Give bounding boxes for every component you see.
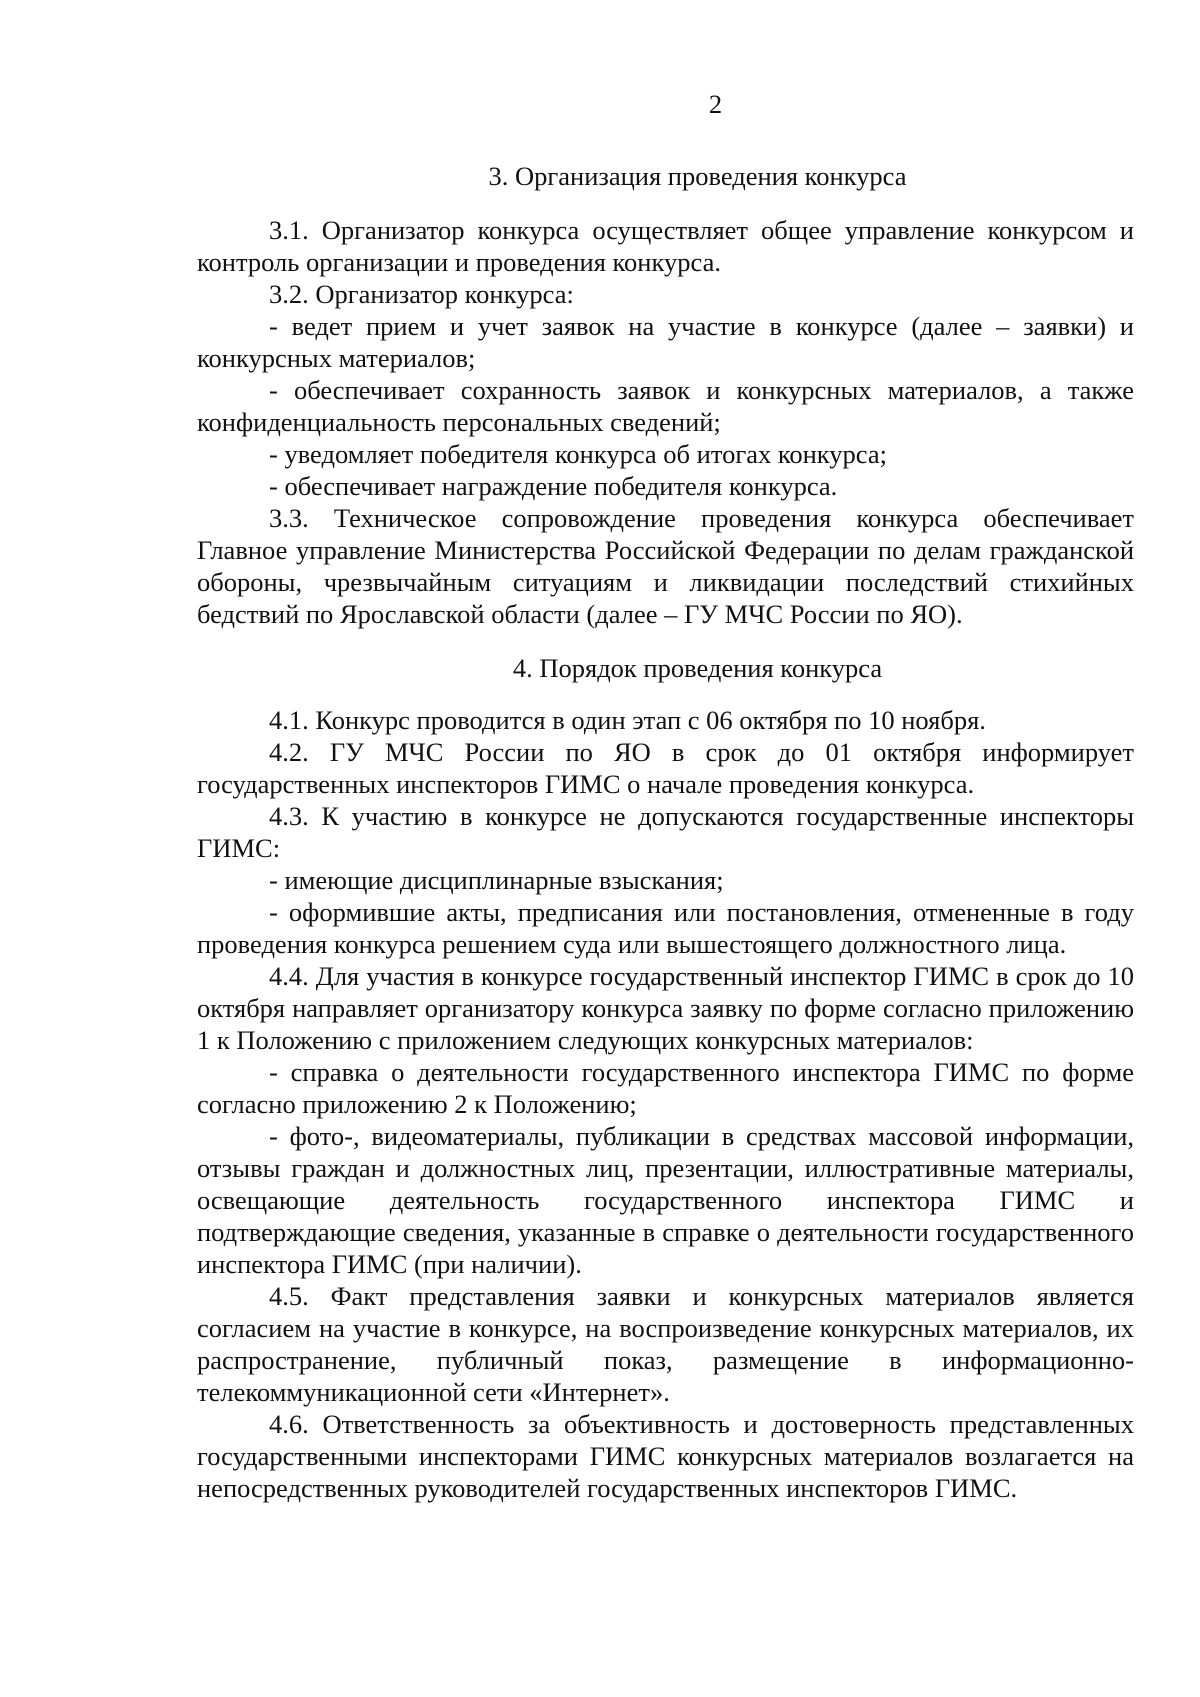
list-item-4-4-a: - справка о деятельности государственного инспектора ГИМС по форме согласно приложению 2 к Положению; xyxy=(197,1057,1134,1119)
list-item-3-2-c: - уведомляет победителя конкурса об итогах конкурса; xyxy=(269,439,888,469)
list-item-3-2-d: - обеспечивает награждение победителя конкурса. xyxy=(269,471,838,501)
list-item-4-3-a: - имеющие дисциплинарные взыскания; xyxy=(269,865,724,895)
list-item-4-3-b: - оформившие акты, предписания или постановления, отмененные в году проведения конкурса решением суда или вышестоящего должностного лица. xyxy=(197,897,1134,959)
page-number: 2 xyxy=(708,89,723,119)
paragraph-4-2: 4.2. ГУ МЧС России по ЯО в срок до 01 октября информирует государственных инспекторов ГИМС о начале проведения конкурса. xyxy=(197,737,1134,799)
paragraph-4-4: 4.4. Для участия в конкурсе государственный инспектор ГИМС в срок до 10 октября направляет организатору конкурса заявку по форме согласно приложению 1 к Положению с приложением следующих конкурсных материалов: xyxy=(197,961,1134,1055)
paragraph-3-3: 3.3. Техническое сопровождение проведения конкурса обеспечивает Главное управление Министерства Российской Федерации по делам гражданской обороны, чрезвычайным ситуациям и ликвидации последствий стихийных бедствий по Ярославской области (далее – ГУ МЧС России по ЯО). xyxy=(197,503,1134,629)
paragraph-3-2: 3.2. Организатор конкурса: xyxy=(269,279,574,309)
paragraph-4-5: 4.5. Факт представления заявки и конкурсных материалов является согласием на участие в конкурсе, на воспроизведение конкурсных материалов, их распространение, публичный показ, размещение в информационно-телекоммуникационной сети «Интернет». xyxy=(197,1281,1134,1407)
section-4-title: 4. Порядок проведения конкурса xyxy=(512,653,883,683)
list-item-3-2-a: - ведет прием и учет заявок на участие в конкурсе (далее – заявки) и конкурсных материалов; xyxy=(197,311,1134,373)
paragraph-4-1: 4.1. Конкурс проводится в один этап с 06 октября по 10 ноября. xyxy=(269,705,986,735)
paragraph-3-1: 3.1. Организатор конкурса осуществляет общее управление конкурсом и контроль организации и проведения конкурса. xyxy=(197,215,1134,277)
section-3-title: 3. Организация проведения конкурса xyxy=(488,161,907,191)
paragraph-4-3: 4.3. К участию в конкурсе не допускаются государственные инспекторы ГИМС: xyxy=(197,801,1134,863)
paragraph-4-6: 4.6. Ответственность за объективность и достоверность представленных государственными инспекторами ГИМС конкурсных материалов возлагается на непосредственных руководителей государственных инспекторов ГИМС. xyxy=(197,1409,1134,1503)
list-item-3-2-b: - обеспечивает сохранность заявок и конкурсных материалов, а также конфиденциальность персональных сведений; xyxy=(197,375,1134,437)
document-page xyxy=(197,88,1134,1504)
list-item-4-4-b: - фото-, видеоматериалы, публикации в средствах массовой информации, отзывы граждан и должностных лиц, презентации, иллюстративные материалы, освещающие деятельность государственного инспектора ГИМС и подтверждающие сведения, указанные в справке о деятельности государственного инспектора ГИМС (при наличии). xyxy=(197,1121,1134,1279)
